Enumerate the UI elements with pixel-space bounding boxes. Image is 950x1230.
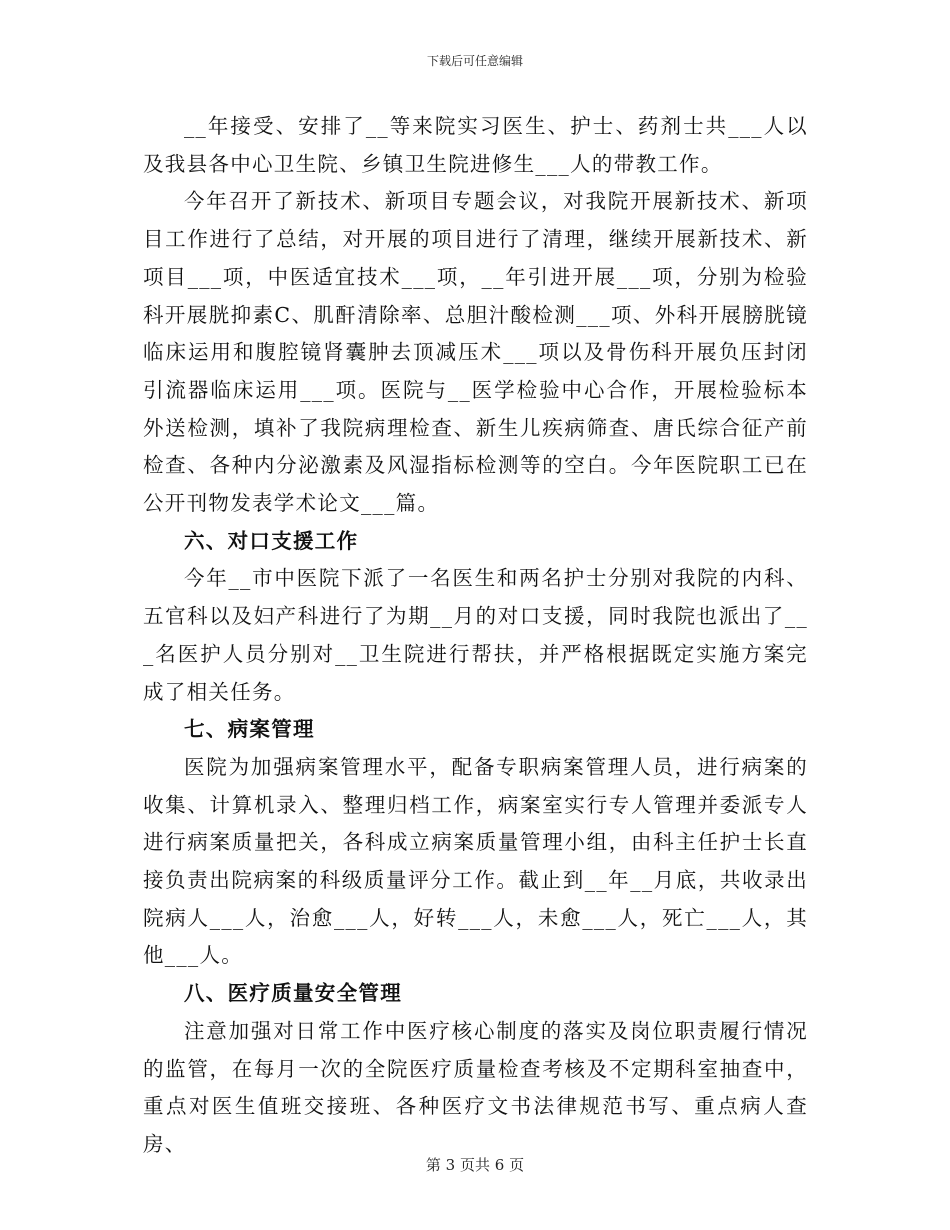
paragraph-medical-records: 医院为加强病案管理水平，配备专职病案管理人员，进行病案的收集、计算机录入、整理归档工作，病案室实行专人管理并委派专人进行病案质量把关，各科成立病案质量管理小组，由科主任护士长直接负责出院病案的科级质量评分工作。截止到__年__月底，共收录出院病人___人，治愈___人，好转___人，未愈___人，死亡___人，其他___人。 — [143, 754, 808, 968]
paragraph-teaching: __年接受、安排了__等来院实习医生、护士、药剂士共___人以及我县各中心卫生院、乡镇卫生院进修生___人的带教工作。 — [143, 114, 808, 176]
section-heading-quality-safety: 八、医疗质量安全管理 — [184, 981, 402, 1006]
section-heading-medical-records: 七、病案管理 — [184, 717, 315, 742]
section-heading-counterpart-support: 六、对口支援工作 — [184, 528, 359, 553]
paragraph-quality-safety: 注意加强对日常工作中医疗核心制度的落实及岗位职责履行情况的监管，在每月一次的全院医疗质量检查考核及不定期科室抽查中，重点对医生值班交接班、各种医疗文书法律规范书写、重点病人查房、 — [143, 1018, 808, 1156]
page-header: 下载后可任意编辑 — [426, 54, 523, 68]
document-body — [143, 108, 808, 1164]
paragraph-counterpart-support: 今年__市中医院下派了一名医生和两名护士分别对我院的内科、五官科以及妇产科进行了为期__月的对口支援，同时我院也派出了___名医护人员分别对__卫生院进行帮扶，并严格根据既定实施方案完成了相关任务。 — [143, 566, 808, 704]
page-footer: 第 3 页共 6 页 — [425, 1156, 525, 1174]
paragraph-new-technology: 今年召开了新技术、新项目专题会议，对我院开展新技术、新项目工作进行了总结，对开展的项目进行了清理，继续开展新技术、新项目___项，中医适宜技术___项，__年引进开展___项，分别为检验科开展胱抑素C、肌酐清除率、总胆汁酸检测___项、外科开展膀胱镜临床运用和腹腔镜肾囊肿去顶减压术___项以及骨伤科开展负压封闭引流器临床运用___项。医院与__医学检验中心合作，开展检验标本外送检测，填补了我院病理检查、新生儿疾病筛查、唐氏综合征产前检查、各种内分泌激素及风湿指标检测等的空白。今年医院职工已在公开刊物发表学术论文___篇。 — [143, 189, 808, 516]
